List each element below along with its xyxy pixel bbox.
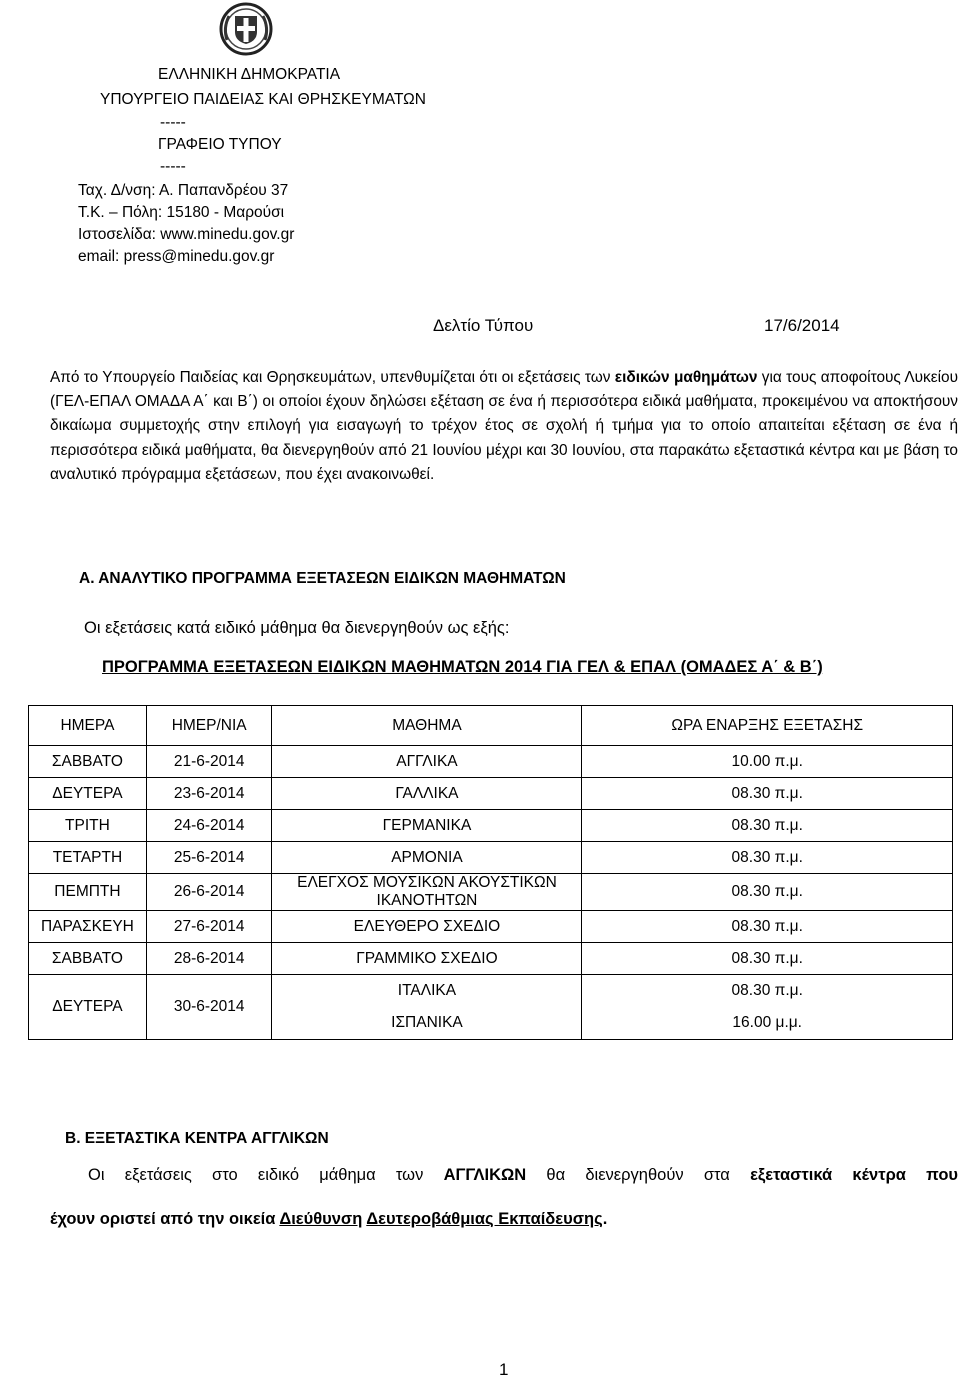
table-row <box>29 975 953 1008</box>
cell-day: ΣΑΒΒΑΤΟ <box>29 943 147 975</box>
paragraph-bold-special-courses: ειδικών μαθημάτων <box>614 369 758 386</box>
table-row <box>29 874 953 911</box>
cell-subject: ΓΡΑΜΜΙΚΟ ΣΧΕΔΙΟ <box>272 943 582 975</box>
exam-schedule-table <box>28 705 953 1040</box>
cell-date: 28-6-2014 <box>146 943 272 975</box>
cell-subject: ΓΕΡΜΑΝΙΚΑ <box>272 810 582 842</box>
cell-date: 21-6-2014 <box>146 746 272 778</box>
paragraph-text-1: Από το Υπουργείο Παιδείας και Θρησκευμάτων, υπενθυμίζεται ότι οι εξετάσεις των <box>50 369 615 386</box>
cell-subject: ΙΤΑΛΙΚΑ <box>272 975 582 1008</box>
intro-paragraph <box>50 366 958 487</box>
cell-time: 10.00 π.μ. <box>582 746 953 778</box>
cell-date: 23-6-2014 <box>146 778 272 810</box>
cell-day: ΠΕΜΠΤΗ <box>29 874 147 911</box>
cell-day: ΔΕΥΤΕΡΑ <box>29 778 147 810</box>
cell-subject: ΕΛΕΥΘΕΡΟ ΣΧΕΔΙΟ <box>272 911 582 943</box>
table-row <box>29 778 953 810</box>
header-postal: Τ.Κ. – Πόλη: 15180 - Μαρούσι <box>78 204 285 221</box>
table-row <box>29 746 953 778</box>
section-a-intro: Οι εξετάσεις κατά ειδικό μάθημα θα διενεργηθούν ως εξής: <box>84 619 510 637</box>
header-ministry: ΥΠΟΥΡΓΕΙΟ ΠΑΙΔΕΙΑΣ ΚΑΙ ΘΡΗΣΚΕΥΜΑΤΩΝ <box>100 91 426 108</box>
cell-day: ΤΕΤΑΡΤΗ <box>29 842 147 874</box>
page-number: 1 <box>499 1360 509 1379</box>
header-start-time: ΩΡΑ ΕΝΑΡΞΗΣ ΕΞΕΤΑΣΗΣ <box>582 706 953 746</box>
cell-time: 08.30 π.μ. <box>582 778 953 810</box>
table-row <box>29 911 953 943</box>
cell-subject: ΑΡΜΟΝΙΑ <box>272 842 582 874</box>
header-date: ΗΜΕΡ/ΝΙΑ <box>146 706 272 746</box>
section-b-text-line-1 <box>88 1166 958 1185</box>
section-b-bold-english: ΑΓΓΛΙΚΩΝ <box>443 1166 527 1184</box>
cell-date: 26-6-2014 <box>146 874 272 911</box>
cell-date: 24-6-2014 <box>146 810 272 842</box>
table-row <box>29 943 953 975</box>
header-address: Ταχ. Δ/νση: Α. Παπανδρέου 37 <box>78 182 289 199</box>
cell-time: 08.30 π.μ. <box>582 943 953 975</box>
cell-subject: ΙΣΠΑΝΙΚΑ <box>272 1007 582 1040</box>
cell-date: 27-6-2014 <box>146 911 272 943</box>
cell-day: ΣΑΒΒΑΤΟ <box>29 746 147 778</box>
section-b-secondary-education: Δευτεροβάθμιας Εκπαίδευσης <box>366 1210 603 1228</box>
header-separator-2: ----- <box>160 158 186 175</box>
cell-date: 25-6-2014 <box>146 842 272 874</box>
program-title: ΠΡΟΓΡΑΜΜΑ ΕΞΕΤΑΣΕΩΝ ΕΙΔΙΚΩΝ ΜΑΘΗΜΑΤΩΝ 2014 ΓΙΑ ΓΕΛ & ΕΠΑΛ (ΟΜΑΔΕΣ Α΄ & Β΄) <box>102 658 823 676</box>
section-b-period: . <box>602 1210 608 1228</box>
header-country: ΕΛΛΗΝΙΚΗ ΔΗΜΟΚΡΑΤΙΑ <box>158 66 341 83</box>
cell-subject: ΑΓΓΛΙΚΑ <box>272 746 582 778</box>
header-subject: ΜΑΘΗΜΑ <box>272 706 582 746</box>
cell-time: 16.00 μ.μ. <box>582 1007 953 1040</box>
header-day: ΗΜΕΡΑ <box>29 706 147 746</box>
cell-time: 08.30 π.μ. <box>582 810 953 842</box>
press-release-title: Δελτίο Τύπου <box>433 316 534 335</box>
header-website: Ιστοσελίδα: www.minedu.gov.gr <box>78 226 295 243</box>
cell-day: ΤΡΙΤΗ <box>29 810 147 842</box>
section-b-text-1: Οι εξετάσεις στο ειδικό μάθημα των <box>88 1166 444 1184</box>
table-row <box>29 842 953 874</box>
section-a-heading: Α. ΑΝΑΛΥΤΙΚΟ ΠΡΟΓΡΑΜΜΑ ΕΞΕΤΑΣΕΩΝ ΕΙΔΙΚΩΝ ΜΑΘΗΜΑΤΩΝ <box>79 570 566 587</box>
section-b-bold-centers: εξεταστικά κέντρα που <box>750 1166 958 1184</box>
press-release-date: 17/6/2014 <box>764 316 840 335</box>
header-office: ΓΡΑΦΕΙΟ ΤΥΠΟΥ <box>158 136 282 153</box>
header-email: email: press@minedu.gov.gr <box>78 248 275 265</box>
cell-subject: ΓΑΛΛΙΚΑ <box>272 778 582 810</box>
cell-time: 08.30 π.μ. <box>582 874 953 911</box>
cell-day: ΔΕΥΤΕΡΑ <box>29 975 147 1040</box>
section-b-heading: Β. ΕΞΕΤΑΣΤΙΚΑ ΚΕΝΤΡΑ ΑΓΓΛΙΚΩΝ <box>65 1130 329 1147</box>
cell-time: 08.30 π.μ. <box>582 975 953 1008</box>
section-b-line2-text: έχουν οριστεί από την οικεία <box>50 1210 280 1228</box>
paragraph-text-2: για τους αποφοίτους Λυκείου (ΓΕΛ-ΕΠΑΛ ΟΜΑΔΑ Α΄ και Β΄) οι οποίοι έχουν δηλώσει εξέταση σε ένα ή περισσότερα ειδικά μαθήματα, προκειμένου να αποκτήσουν δικαίωμα συμμετοχής στην επιλογή για εισαγωγή το τρέχον έτος σε σχολή ή τμήμα για το οποίο απαιτείται εξέταση σε ένα ή περισσότερα ειδικά μαθήματα, θα διενεργηθούν από 21 Ιουνίου μέχρι και 30 Ιουνίου, στα παρακάτω εξεταστικά κέντρα και με βάση το αναλυτικό πρόγραμμα εξετάσεων, που έχει ανακοινωθεί. <box>50 369 958 483</box>
cell-time: 08.30 π.μ. <box>582 911 953 943</box>
table-header-row <box>29 706 953 746</box>
section-b-text-line-2 <box>50 1210 607 1229</box>
cell-time: 08.30 π.μ. <box>582 842 953 874</box>
cell-date: 30-6-2014 <box>146 975 272 1040</box>
cell-day: ΠΑΡΑΣΚΕΥΗ <box>29 911 147 943</box>
greek-coat-of-arms-icon <box>219 2 273 56</box>
table-row <box>29 810 953 842</box>
section-b-directorate: Διεύθυνση <box>279 1210 363 1228</box>
header-separator-1: ----- <box>160 114 186 131</box>
cell-subject: ΕΛΕΓΧΟΣ ΜΟΥΣΙΚΩΝ ΑΚΟΥΣΤΙΚΩΝ ΙΚΑΝΟΤΗΤΩΝ <box>272 874 582 911</box>
section-b-text-2: θα διενεργηθούν στα <box>526 1166 751 1184</box>
